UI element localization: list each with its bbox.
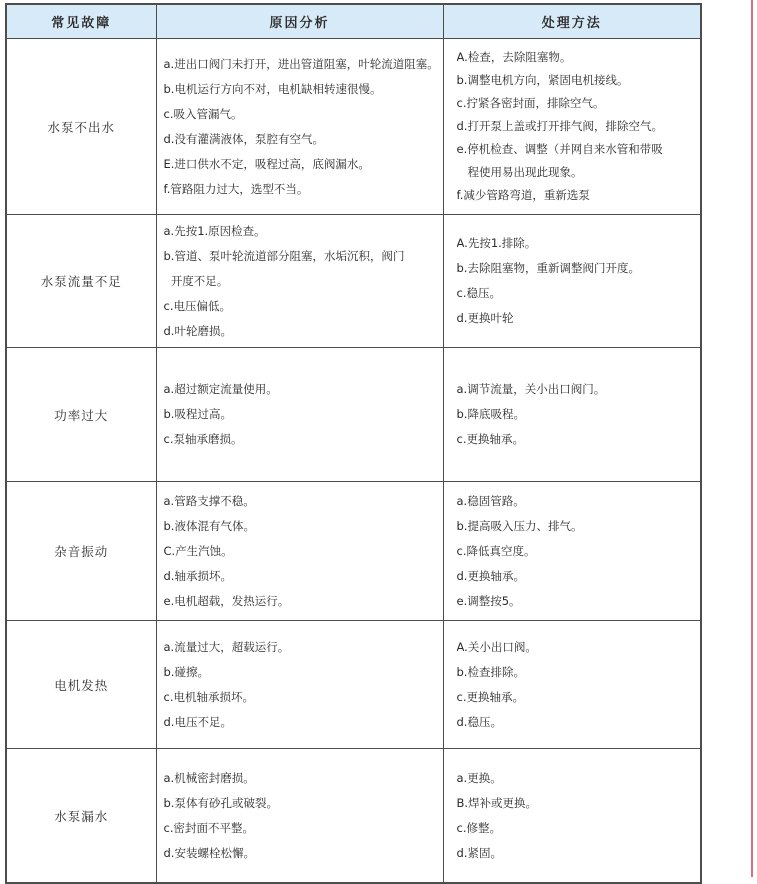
table-row <box>6 39 701 215</box>
remedy-line: b.调整电机方向，紧固电机接线。 <box>456 73 629 87</box>
fault-cell: 水泵流量不足 <box>6 215 156 348</box>
cause-line: a.先按1.原因检查。 <box>163 223 266 238</box>
table-row <box>6 621 701 749</box>
cause-line: c.密封面不平整。 <box>163 820 254 835</box>
cause-line: b.泵体有砂孔或破裂。 <box>163 795 278 810</box>
cause-line: b.液体混有气体。 <box>163 518 255 533</box>
remedy-line: A.关小出口阀。 <box>456 639 537 654</box>
remedy-line: d.稳压。 <box>456 714 502 729</box>
remedy-line: B.焊补或更换。 <box>456 795 538 810</box>
fault-cell: 功率过大 <box>6 348 156 482</box>
remedy-line: b.提高吸入压力、排气。 <box>456 518 583 533</box>
remedy-cell <box>443 482 701 621</box>
remedy-line: c.拧紧各密封面，排除空气。 <box>456 96 605 110</box>
column-header-remedy: 处理方法 <box>443 4 701 39</box>
cause-line: C.产生汽蚀。 <box>163 543 233 558</box>
cause-cell <box>156 348 443 482</box>
cause-line: a.超过额定流量使用。 <box>163 382 278 396</box>
table-row <box>6 348 701 482</box>
remedy-line: a.稳固管路。 <box>456 493 525 508</box>
cause-line: a.流量过大，超载运行。 <box>163 639 290 654</box>
cause-line: c.电压偏低。 <box>163 298 231 313</box>
cause-line: b.电机运行方向不对，电机缺相转速很慢。 <box>163 81 382 96</box>
remedy-line: d.更换轴承。 <box>456 568 525 583</box>
cause-line: d.电压不足。 <box>163 714 232 729</box>
table-row <box>6 215 701 348</box>
remedy-line: c.稳压。 <box>456 286 501 300</box>
cause-line: c.电机轴承损坏。 <box>163 689 254 704</box>
remedy-cell <box>443 215 701 348</box>
fault-cell: 水泵漏水 <box>6 749 156 884</box>
remedy-line: f.减少管路弯道，重新选泵 <box>456 188 590 202</box>
remedy-line: d.更换叶轮 <box>456 311 514 325</box>
fault-cell: 杂音振动 <box>6 482 156 621</box>
column-header-cause: 原因分析 <box>156 4 443 39</box>
cause-cell <box>156 749 443 884</box>
cause-line: c.泵轴承磨损。 <box>163 432 243 446</box>
remedy-line: b.去除阻塞物，重新调整阀门开度。 <box>456 261 640 275</box>
remedy-line: e.调整按5。 <box>456 593 521 608</box>
remedy-line: A.先按1.排除。 <box>456 236 537 250</box>
remedy-line: d.打开泵上盖或打开排气阀，排除空气。 <box>456 119 663 133</box>
remedy-line: c.修整。 <box>456 820 501 835</box>
remedy-line: a.更换。 <box>456 770 502 785</box>
remedy-line: d.紧固。 <box>456 845 502 860</box>
cause-line: d.轴承损坏。 <box>163 568 232 583</box>
cause-line: 开度不足。 <box>163 273 229 288</box>
cause-line: b.碰擦。 <box>163 664 209 679</box>
remedy-line: e.停机检查、调整（并网自来水管和带吸 <box>456 142 663 156</box>
remedy-line: b.降底吸程。 <box>456 407 525 421</box>
cause-line: a.进出口阀门未打开，进出管道阻塞，叶轮流道阻塞。 <box>163 56 439 71</box>
remedy-line: a.调节流量，关小出口阀门。 <box>456 382 606 396</box>
cause-line: b.吸程过高。 <box>163 407 232 421</box>
table-row <box>6 749 701 884</box>
fault-cell: 电机发热 <box>6 621 156 749</box>
remedy-line: c.更换轴承。 <box>456 689 524 704</box>
remedy-line: 程使用易出现此现象。 <box>456 165 583 179</box>
remedy-cell <box>443 749 701 884</box>
page-edge-rule <box>751 0 753 877</box>
table-body <box>6 39 701 884</box>
pump-troubleshooting-table <box>5 3 702 884</box>
remedy-line: c.更换轴承。 <box>456 432 524 446</box>
remedy-line: c.降低真空度。 <box>456 543 536 558</box>
column-header-fault: 常见故障 <box>6 4 156 39</box>
remedy-cell <box>443 621 701 749</box>
cause-line: a.管路支撑不稳。 <box>163 493 255 508</box>
cause-line: c.吸入管漏气。 <box>163 106 243 121</box>
cause-line: E.进口供水不定，吸程过高，底阀漏水。 <box>163 156 370 171</box>
cause-cell <box>156 215 443 348</box>
remedy-cell <box>443 348 701 482</box>
cause-line: a.机械密封磨损。 <box>163 770 255 785</box>
cause-line: f.管路阻力过大，选型不当。 <box>163 181 309 196</box>
header-row <box>6 4 701 39</box>
remedy-cell <box>443 39 701 215</box>
cause-cell <box>156 621 443 749</box>
cause-line: b.管道、泵叶轮流道部分阻塞，水垢沉积，阀门 <box>163 248 405 263</box>
cause-line: d.安装螺栓松懈。 <box>163 845 255 860</box>
table-row <box>6 482 701 621</box>
cause-line: d.叶轮磨损。 <box>163 323 232 338</box>
cause-cell <box>156 482 443 621</box>
remedy-line: A.检查，去除阻塞物。 <box>456 50 572 64</box>
remedy-line: b.检查排除。 <box>456 664 525 679</box>
cause-cell <box>156 39 443 215</box>
fault-cell: 水泵不出水 <box>6 39 156 215</box>
cause-line: e.电机超载，发热运行。 <box>163 593 290 608</box>
cause-line: d.没有灌满液体，泵腔有空气。 <box>163 131 324 146</box>
